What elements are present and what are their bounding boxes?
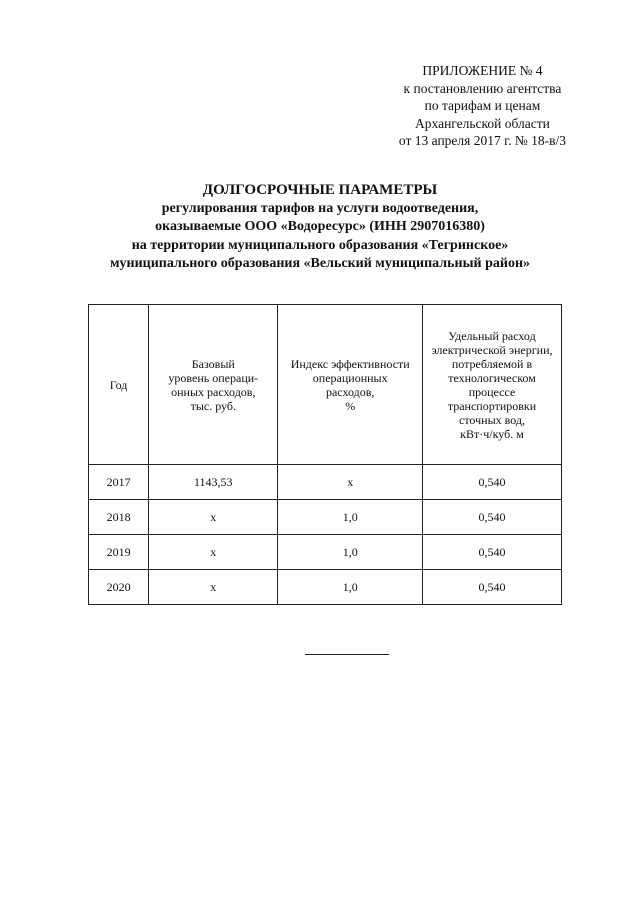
cell-base-level: х [149, 535, 278, 570]
appendix-line: по тарифам и ценам [424, 98, 541, 113]
appendix-line: к постановлению агентства [403, 80, 562, 96]
header-energy-consumption: Удельный расход электрической энергии, потребляемой в технологическом процессе транспортировки сточных вод, кВт·ч/куб. м [423, 305, 562, 465]
table-header-row [89, 305, 562, 465]
cell-energy: 0,540 [423, 465, 562, 500]
cell-year: 2020 [89, 570, 149, 605]
table-row [89, 500, 562, 535]
cell-base-level: х [149, 570, 278, 605]
cell-energy: 0,540 [423, 500, 562, 535]
header-year: Год [89, 305, 149, 465]
cell-year: 2017 [89, 465, 149, 500]
title-line: муниципального образования «Вельский муниципальный район» [109, 256, 531, 271]
parameters-table [88, 304, 562, 605]
cell-efficiency-index: х [278, 465, 423, 500]
cell-base-level: х [149, 500, 278, 535]
appendix-line: Архангельской области [415, 115, 550, 131]
cell-efficiency-index: 1,0 [278, 500, 423, 535]
title-line: оказываемые ООО «Водоресурс» (ИНН 2907016380) [155, 219, 485, 234]
end-divider-line [305, 654, 389, 655]
appendix-block [399, 62, 566, 150]
title-line: на территории муниципального образования «Тегринское» [131, 237, 509, 253]
cell-year: 2018 [89, 500, 149, 535]
cell-efficiency-index: 1,0 [278, 535, 423, 570]
cell-energy: 0,540 [423, 535, 562, 570]
cell-efficiency-index: 1,0 [278, 570, 423, 605]
title-main: ДОЛГОСРОЧНЫЕ ПАРАМЕТРЫ [202, 182, 438, 198]
appendix-line: от 13 апреля 2017 г. № 18-в/3 [398, 133, 566, 148]
header-efficiency-index: Индекс эффективности операционных расходов, % [278, 305, 423, 465]
cell-year: 2019 [89, 535, 149, 570]
header-base-level: Базовый уровень операци- онных расходов, тыс. руб. [149, 305, 278, 465]
appendix-line: ПРИЛОЖЕНИЕ № 4 [422, 63, 543, 78]
cell-energy: 0,540 [423, 570, 562, 605]
table-row [89, 570, 562, 605]
document-title [40, 181, 600, 274]
cell-base-level: 1143,53 [149, 465, 278, 500]
table-row [89, 535, 562, 570]
title-line: регулирования тарифов на услуги водоотведения, [161, 200, 479, 216]
table-row [89, 465, 562, 500]
